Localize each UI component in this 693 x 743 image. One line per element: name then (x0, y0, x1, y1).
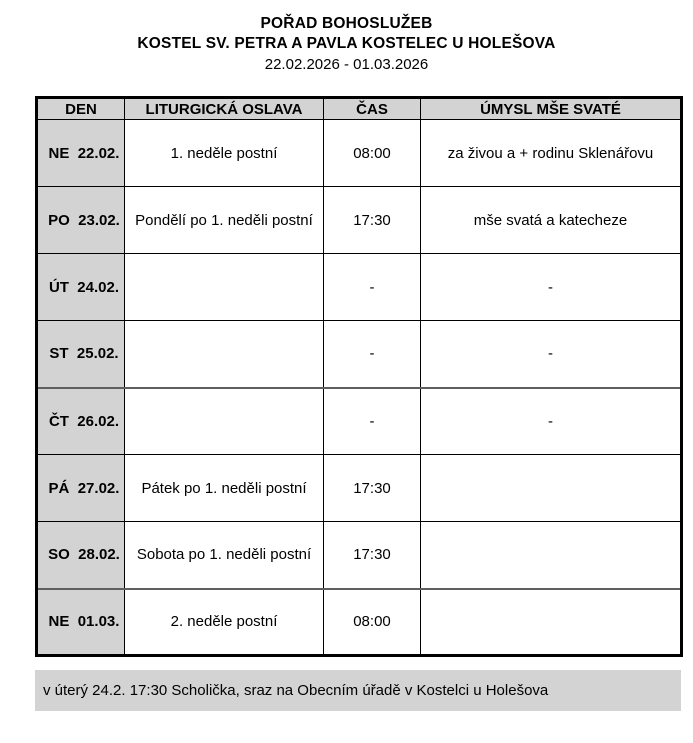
time-cell: 17:30 (324, 187, 421, 254)
time-cell: - (324, 321, 421, 388)
date-range: 22.02.2026 - 01.03.2026 (264, 56, 429, 73)
table-row (37, 120, 682, 187)
intention-cell: mše svatá a katecheze (421, 187, 682, 254)
time-cell: 17:30 (324, 522, 421, 589)
table-row (37, 388, 682, 455)
day-cell: NE 22.02. (37, 120, 125, 187)
table-row (37, 589, 682, 656)
intention-cell (421, 455, 682, 522)
table-row (37, 455, 682, 522)
intention-cell: - (421, 321, 682, 388)
page-title: POŘAD BOHOSLUŽEB (260, 15, 433, 32)
time-cell: - (324, 254, 421, 321)
time-cell: - (324, 388, 421, 455)
footer-note-box (35, 670, 681, 711)
table-row (37, 187, 682, 254)
table-row (37, 522, 682, 589)
celebration-cell: Sobota po 1. neděli postní (125, 522, 324, 589)
celebration-cell: 1. neděle postní (125, 120, 324, 187)
footer-note-text: v úterý 24.2. 17:30 Scholička, sraz na Obecním úřadě v Kostelci u Holešova (43, 682, 549, 699)
celebration-cell: 2. neděle postní (125, 589, 324, 656)
time-cell: 08:00 (324, 120, 421, 187)
time-cell: 17:30 (324, 455, 421, 522)
celebration-cell (125, 321, 324, 388)
day-cell: PO 23.02. (37, 187, 125, 254)
day-cell: ÚT 24.02. (37, 254, 125, 321)
day-cell: PÁ 27.02. (37, 455, 125, 522)
day-cell: ČT 26.02. (37, 388, 125, 455)
page-subtitle: KOSTEL SV. PETRA A PAVLA KOSTELEC U HOLEŠOVA (137, 35, 556, 52)
column-header-den: DEN (37, 98, 125, 120)
celebration-cell (125, 388, 324, 455)
intention-cell: za živou a + rodinu Sklenářovu (421, 120, 682, 187)
time-cell: 08:00 (324, 589, 421, 656)
document-header (0, 0, 693, 75)
column-header-umysl-mse-svate: ÚMYSL MŠE SVATÉ (421, 98, 682, 120)
day-cell: NE 01.03. (37, 589, 125, 656)
celebration-cell: Pátek po 1. neděli postní (125, 455, 324, 522)
column-header-liturgicka-oslava: LITURGICKÁ OSLAVA (125, 98, 324, 120)
intention-cell: - (421, 254, 682, 321)
table-header-row (37, 98, 682, 120)
table-row (37, 254, 682, 321)
day-cell: ST 25.02. (37, 321, 125, 388)
intention-cell (421, 522, 682, 589)
day-cell: SO 28.02. (37, 522, 125, 589)
celebration-cell (125, 254, 324, 321)
intention-cell: - (421, 388, 682, 455)
column-header-cas: ČAS (324, 98, 421, 120)
schedule-table (35, 96, 683, 657)
table-row (37, 321, 682, 388)
celebration-cell: Pondělí po 1. neděli postní (125, 187, 324, 254)
intention-cell (421, 589, 682, 656)
